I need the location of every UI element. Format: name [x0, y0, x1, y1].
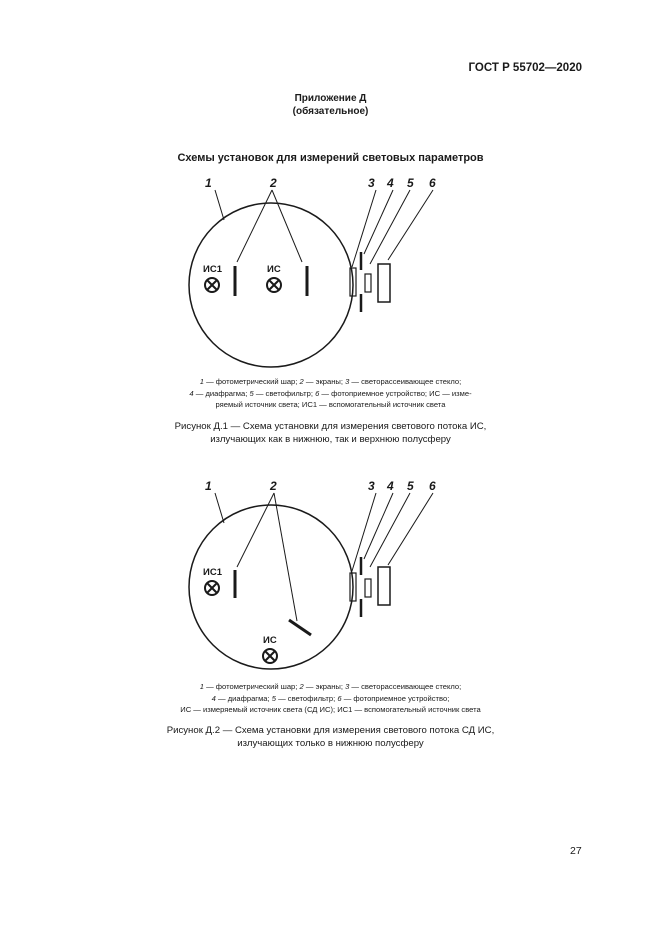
- legend-line: [0, 681, 661, 693]
- lamp-aux-icon: [205, 581, 219, 595]
- label-main-source: ИС: [267, 264, 281, 275]
- leader-6: [388, 493, 433, 565]
- label-2: 2: [270, 479, 277, 493]
- label-aux-source: ИС1: [203, 567, 222, 578]
- figure-2-diagram: [0, 475, 661, 675]
- legend-text: — фотоприемное устройство; ИС — изме-: [319, 388, 472, 398]
- leader-4: [364, 493, 393, 559]
- leader-3: [352, 190, 376, 267]
- label-6: 6: [429, 176, 436, 190]
- label-3: 3: [368, 479, 375, 493]
- lamp-aux-icon: [205, 278, 219, 292]
- leader-1: [215, 493, 224, 523]
- legend-key: 3: [345, 377, 350, 386]
- label-aux-source: ИС1: [203, 264, 222, 275]
- legend-key: 4: [189, 388, 194, 398]
- standard-code: ГОСТ Р 55702—2020: [468, 62, 582, 74]
- figure-2-legend: [0, 681, 661, 716]
- leader-2b: [272, 190, 302, 262]
- photodetector: [378, 264, 390, 302]
- legend-text: — диафрагма;: [215, 693, 272, 703]
- caption-line: излучающих только в нижнюю полусферу: [237, 737, 424, 749]
- photodetector: [378, 567, 390, 605]
- legend-text: — светофильтр;: [275, 693, 338, 703]
- legend-text: — фотометрический шар;: [203, 682, 300, 691]
- legend-key: 1: [199, 682, 204, 691]
- legend-key: 1: [199, 377, 204, 386]
- legend-key: 3: [345, 682, 350, 691]
- legend-text: — экраны;: [303, 377, 346, 386]
- leader-3: [352, 493, 376, 571]
- legend-key: 4: [211, 693, 216, 703]
- caption-line: излучающих как в нижнюю, так и верхнюю полусферу: [210, 433, 451, 445]
- label-1: 1: [205, 176, 212, 190]
- label-6: 6: [429, 479, 436, 493]
- legend-line: ИС — измеряемый источник света (СД ИС); ИС1 — вспомогательный источник света: [180, 705, 481, 715]
- leader-2b: [274, 493, 297, 621]
- legend-line: [0, 388, 661, 400]
- page-number: 27: [570, 845, 582, 857]
- label-5: 5: [407, 176, 414, 190]
- label-4: 4: [387, 479, 394, 493]
- annex-status: (обязательное): [292, 106, 369, 117]
- legend-key: 5: [249, 388, 254, 398]
- figure-1-diagram: [0, 170, 661, 370]
- figure-2-caption: [0, 725, 661, 750]
- section-title: Схемы установок для измерений световых параметров: [177, 152, 484, 164]
- photometric-sphere: [189, 203, 353, 367]
- lamp-main-icon: [263, 649, 277, 663]
- lamp-main-icon: [267, 278, 281, 292]
- label-1: 1: [205, 479, 212, 493]
- annex-heading: [0, 92, 661, 118]
- figure-1-legend: [0, 376, 661, 411]
- leader-6: [388, 190, 433, 260]
- legend-key: 2: [299, 682, 304, 691]
- leader-2a: [237, 493, 274, 567]
- legend-key: 6: [337, 693, 342, 703]
- legend-key: 2: [299, 377, 304, 386]
- caption-line: Рисунок Д.2 — Схема установки для измерения светового потока СД ИС,: [166, 725, 495, 736]
- legend-text: — фотоприемное устройство;: [341, 693, 450, 703]
- legend-key: 6: [315, 388, 320, 398]
- label-4: 4: [387, 176, 394, 190]
- legend-line: [0, 376, 661, 388]
- label-3: 3: [368, 176, 375, 190]
- legend-text: — светофильтр;: [253, 388, 316, 398]
- label-5: 5: [407, 479, 414, 493]
- light-filter: [365, 274, 371, 292]
- legend-key: 5: [271, 693, 276, 703]
- annex-title: Приложение Д: [294, 93, 367, 104]
- leader-4: [364, 190, 393, 254]
- screen-2: [289, 620, 311, 635]
- caption-line: Рисунок Д.1 — Схема установки для измерения светового потока ИС,: [174, 421, 487, 432]
- legend-text: — экраны;: [303, 682, 346, 691]
- legend-line: [0, 693, 661, 705]
- leader-1: [215, 190, 224, 220]
- legend-line: ряемый источник света; ИС1 — вспомогательный источник света: [215, 400, 446, 410]
- legend-text: — фотометрический шар;: [203, 377, 300, 386]
- legend-text: — светорассеивающее стекло;: [349, 377, 462, 386]
- leader-2a: [237, 190, 272, 262]
- leader-5: [370, 493, 410, 567]
- label-2: 2: [270, 176, 277, 190]
- legend-text: — светорассеивающее стекло;: [349, 682, 462, 691]
- legend-text: — диафрагма;: [193, 388, 250, 398]
- light-filter: [365, 579, 371, 597]
- label-main-source: ИС: [263, 635, 277, 646]
- figure-1-caption: [0, 421, 661, 446]
